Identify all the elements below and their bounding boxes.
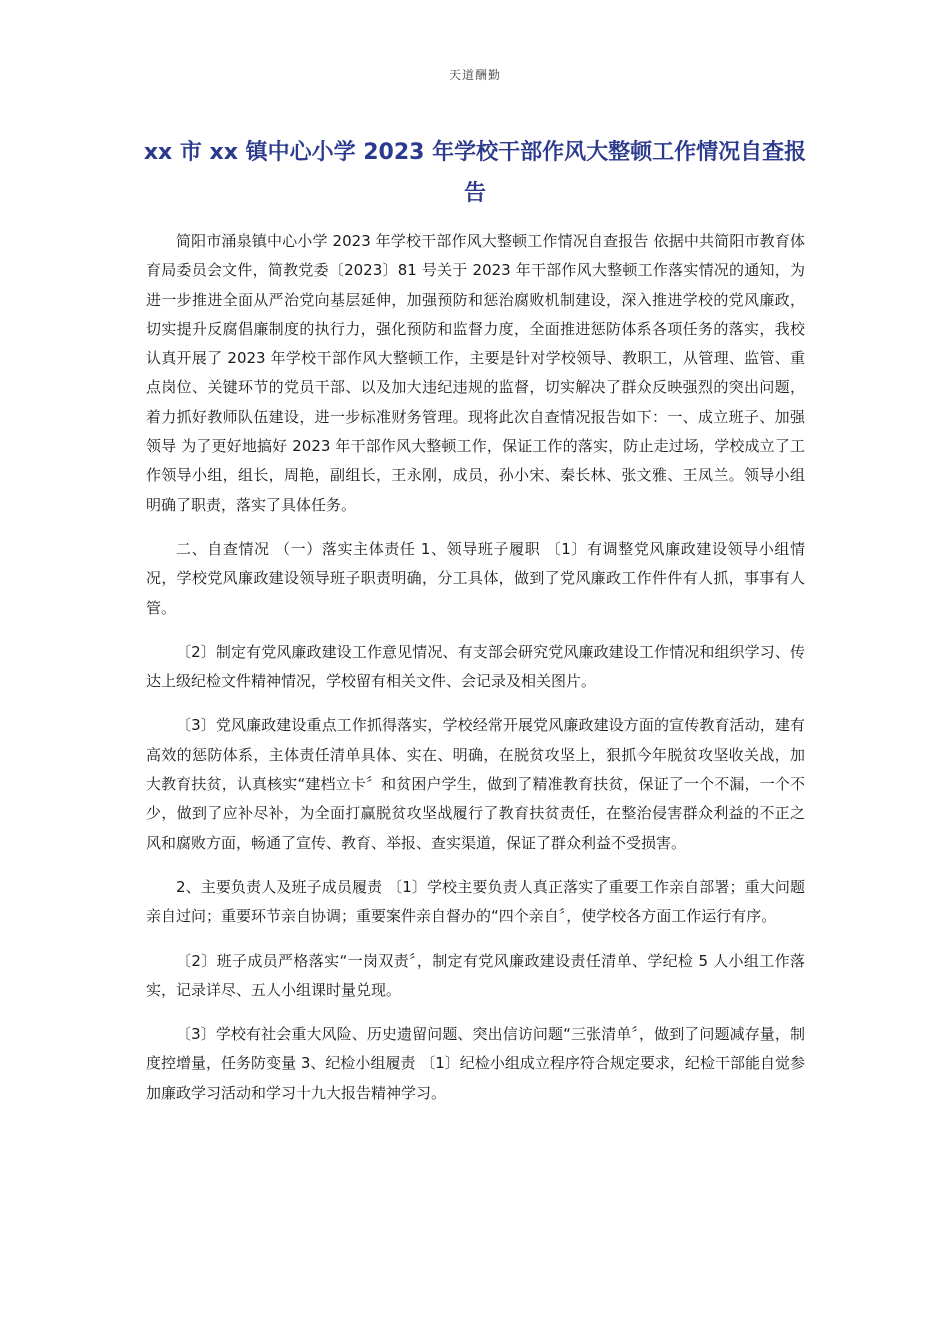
- paragraph-leader-duty-1: 2、主要负责人及班子成员履责 〔1〕学校主要负责人真正落实了重要工作亲自部署；重大问题亲自过问；重要环节亲自协调；重要案件亲自督办的“四个亲自〞，使学校各方面工作运行有序。: [146, 877, 805, 926]
- running-header: 天道酬勤: [448, 68, 501, 82]
- paragraph-self-check-2: 〔2〕制定有党风廉政建设工作意见情况、有支部会研究党风廉政建设工作情况和组织学习、传达上级纪检文件精神情况，学校留有相关文件、会记录及相关图片。: [146, 642, 805, 691]
- paragraph-self-check-3: 〔3〕党风廉政建设重点工作抓得落实，学校经常开展党风廉政建设方面的宣传教育活动，建有高效的惩防体系，主体责任清单具体、实在、明确，在脱贫攻坚上，狠抓今年脱贫攻坚收关战，加大教育扶贫，认真核实“建档立卡〞和贫困户学生，做到了精准教育扶贫，保证了一个不漏，一个不少，做到了应补尽补，为全面打赢脱贫攻坚战履行了教育扶贫责任，在整治侵害群众利益的不正之风和腐败方面，畅通了宣传、教育、举报、查实渠道，保证了群众利益不受损害。: [146, 716, 805, 852]
- document-body: [146, 227, 805, 1123]
- paragraph-leader-duty-3: 〔3〕学校有社会重大风险、历史遗留问题、突出信访问题“三张清单〞，做到了问题减存量，制度控增量，任务防变量 3、纪检小组履责 〔1〕纪检小组成立程序符合规定要求，纪检干部能自觉参加廉政学习活动和学习十九大报告精神学习。: [146, 1025, 805, 1102]
- document-title: xx 市 xx 镇中心小学 2023 年学校干部作风大整顿工作情况自查报告: [143, 140, 807, 206]
- paragraph-intro: 简阳市涌泉镇中心小学 2023 年学校干部作风大整顿工作情况自查报告 依据中共简阳市教育体育局委员会文件，简教党委〔2023〕81 号关于 2023 年干部作风大整顿工作落实情况的通知，为进一步推进全面从严治党向基层延伸，加强预防和惩治腐败机制建设，深入推进学校的党风廉政，切实提升反腐倡廉制度的执行力，强化预防和监督力度，全面推进惩防体系各项任务的落实，我校认真开展了 2023 年学校干部作风大整顿工作，主要是针对学校领导、教职工，从管理、监管、重点岗位、关键环节的党员干部、以及加大违纪违规的监督，切实解决了群众反映强烈的突出问题，着力抓好教师队伍建设，进一步标准财务管理。现将此次自查情况报告如下：一、成立班子、加强领导 为了更好地搞好 2023 年干部作风大整顿工作，保证工作的落实，防止走过场，学校成立了工作领导小组，组长，周艳，副组长，王永刚，成员，孙小宋、秦长林、张文雅、王凤兰。领导小组明确了职责，落实了具体任务。: [146, 232, 805, 514]
- paragraph-leader-duty-2: 〔2〕班子成员严格落实“一岗双责〞，制定有党风廉政建设责任清单、学纪检 5 人小组工作落实，记录详尽、五人小组课时量兑现。: [146, 951, 805, 999]
- paragraph-self-check-1: 二、自查情况 （一）落实主体责任 1、领导班子履职 〔1〕有调整党风廉政建设领导小组情况，学校党风廉政建设领导班子职责明确，分工具体，做到了党风廉政工作件件有人抓，事事有人管。: [146, 539, 805, 617]
